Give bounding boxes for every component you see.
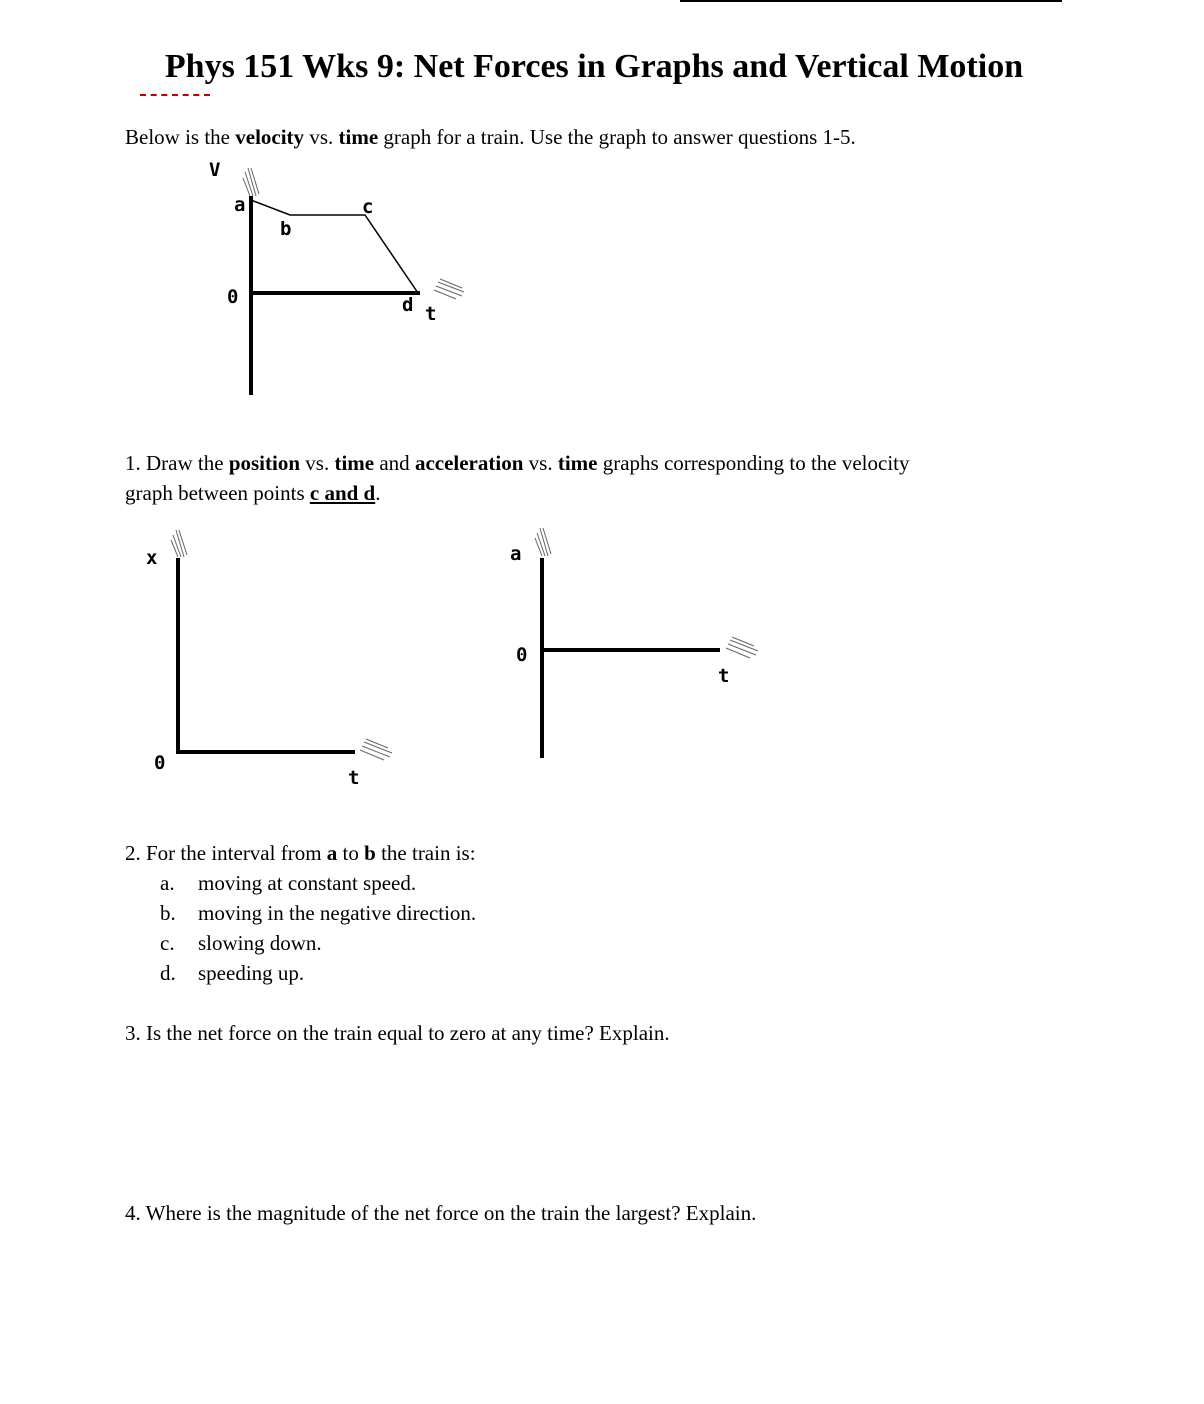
q1-bold-time: time — [334, 451, 375, 475]
q1-part: 1. Draw the — [125, 451, 229, 475]
intro-bold-velocity: velocity — [235, 125, 305, 149]
q2-bold-a: a — [326, 841, 338, 865]
question-4: 4. Where is the magnitude of the net force on the train the largest? Explain. — [125, 1201, 757, 1225]
q2-part: to — [337, 841, 365, 865]
intro-part: vs. — [304, 125, 339, 149]
point-d-label: d — [402, 294, 414, 316]
page-title: Phys 151 Wks 9: Net Forces in Graphs and Vertical Motion — [164, 48, 1024, 85]
velocity-x-label: t — [425, 303, 437, 325]
question-3: 3. Is the net force on the train equal to zero at any time? Explain. — [125, 1021, 670, 1045]
q2-part: 2. For the interval from — [125, 841, 327, 865]
option-text: speeding up. — [198, 961, 305, 985]
q2-bold-b: b — [364, 841, 376, 865]
position-x-label: t — [348, 767, 360, 789]
intro-part: graph for a train. Use the graph to answer questions 1-5. — [378, 125, 856, 149]
point-c-label: c — [362, 196, 374, 218]
option-text: moving at constant speed. — [198, 871, 417, 895]
q1-bold-time: time — [557, 451, 598, 475]
t-axis-arrow — [726, 637, 758, 658]
intro-part: Below is the — [125, 125, 236, 149]
q2-part: the train is: — [375, 841, 476, 865]
point-a-label: a — [234, 194, 246, 216]
position-zero-label: 0 — [154, 752, 166, 774]
option-a — [160, 868, 416, 898]
q1-bold-position: position — [228, 451, 301, 475]
q1-underline-c-and-d: c and d — [309, 481, 376, 505]
question-2 — [125, 838, 476, 868]
option-text: moving in the negative direction. — [198, 901, 477, 925]
q1-bold-acceleration: acceleration — [414, 451, 524, 475]
option-letter: a. — [160, 871, 175, 895]
option-b — [160, 898, 476, 928]
q1-part: vs. — [523, 451, 558, 475]
option-c — [160, 928, 322, 958]
point-b-label: b — [280, 218, 292, 240]
a-axis-arrow — [535, 528, 551, 556]
position-y-label: x — [146, 547, 158, 569]
option-letter: c. — [160, 931, 175, 955]
q1-part: and — [374, 451, 415, 475]
velocity-y-label: V — [209, 159, 221, 181]
q1-part: graph between points — [125, 481, 310, 505]
acceleration-x-label: t — [718, 665, 730, 687]
q1-part: . — [375, 481, 381, 505]
acceleration-zero-label: 0 — [516, 644, 528, 666]
option-text: slowing down. — [198, 931, 322, 955]
option-letter: b. — [160, 901, 176, 925]
q1-part: vs. — [300, 451, 335, 475]
acceleration-y-label: a — [510, 543, 522, 565]
option-d — [160, 958, 304, 988]
intro-bold-time: time — [338, 125, 379, 149]
q1-part: graphs corresponding to the velocity — [597, 451, 910, 475]
velocity-zero-label: 0 — [227, 286, 239, 308]
option-letter: d. — [160, 961, 176, 985]
